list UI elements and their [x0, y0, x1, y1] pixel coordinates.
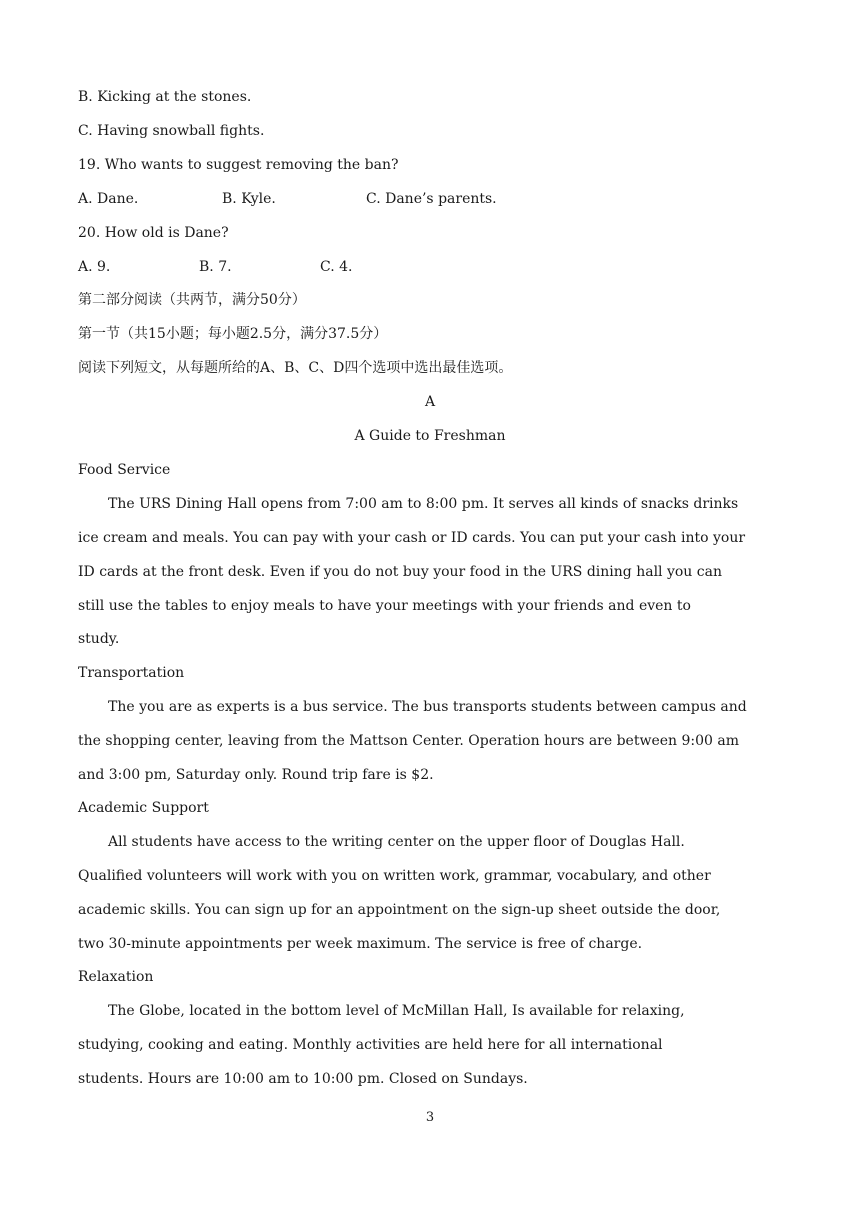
q19-option-a: A. Dane.: [78, 191, 139, 207]
paragraph-line: academic skills. You can sign up for an appointment on the sign-up sheet outside the door,: [78, 902, 721, 918]
paragraph-line: ice cream and meals. You can pay with your cash or ID cards. You can put your cash into your: [78, 530, 746, 546]
q19-stem: 19. Who wants to suggest removing the ban?: [78, 157, 399, 173]
paragraph-line: Qualified volunteers will work with you on written work, grammar, vocabulary, and other: [78, 868, 711, 884]
paragraph-line: students. Hours are 10:00 am to 10:00 pm. Closed on Sundays.: [78, 1071, 528, 1087]
q20-stem: 20. How old is Dane?: [78, 225, 229, 241]
section-heading-academic: Academic Support: [78, 800, 209, 816]
paragraph-line: ID cards at the front desk. Even if you do not buy your food in the URS dining hall you can: [78, 564, 722, 580]
paragraph-line: The you are as experts is a bus service. The bus transports students between campus and: [108, 699, 747, 715]
q20-option-b: B. 7.: [199, 259, 232, 275]
q19-option-c: C. Dane’s parents.: [366, 191, 497, 207]
page-number: 3: [425, 1110, 435, 1125]
section-heading-relaxation: Relaxation: [78, 969, 154, 985]
q20-options: [78, 257, 352, 277]
paragraph-line: All students have access to the writing center on the upper floor of Douglas Hall.: [108, 834, 685, 850]
q19-options: [78, 189, 497, 209]
section-heading-transportation: Transportation: [78, 665, 185, 681]
paragraph-line: The Globe, located in the bottom level of McMillan Hall, Is available for relaxing,: [108, 1003, 685, 1019]
q19-option-b: B. Kyle.: [222, 191, 276, 207]
reading-instruction: 阅读下列短文，从每题所给的A、B、C、D四个选项中选出最佳选项。: [78, 360, 513, 376]
paragraph-line: the shopping center, leaving from the Mattson Center. Operation hours are between 9:00 am: [78, 733, 740, 749]
q20-option-c: C. 4.: [320, 259, 353, 275]
q18-option-c: C. Having snowball fights.: [78, 123, 265, 139]
paragraph-line: and 3:00 pm, Saturday only. Round trip fare is $2.: [78, 767, 434, 783]
part-two-header: 第二部分阅读（共两节，满分50分）: [78, 292, 306, 308]
section-heading-food: Food Service: [78, 462, 171, 478]
paragraph-line: The URS Dining Hall opens from 7:00 am to 8:00 pm. It serves all kinds of snacks drinks: [108, 496, 739, 512]
paragraph-line: two 30-minute appointments per week maximum. The service is free of charge.: [78, 936, 643, 952]
q18-option-b: B. Kicking at the stones.: [78, 89, 252, 105]
q20-option-a: A. 9.: [78, 259, 111, 275]
passage-title: A Guide to Freshman: [354, 428, 506, 444]
passage-letter: A: [424, 394, 436, 410]
section-one-header: 第一节（共15小题；每小题2.5分，满分37.5分）: [78, 326, 388, 342]
paragraph-line: studying, cooking and eating. Monthly activities are held here for all international: [78, 1037, 663, 1053]
paragraph-line: still use the tables to enjoy meals to have your meetings with your friends and even to: [78, 598, 691, 614]
paragraph-line: study.: [78, 631, 120, 647]
